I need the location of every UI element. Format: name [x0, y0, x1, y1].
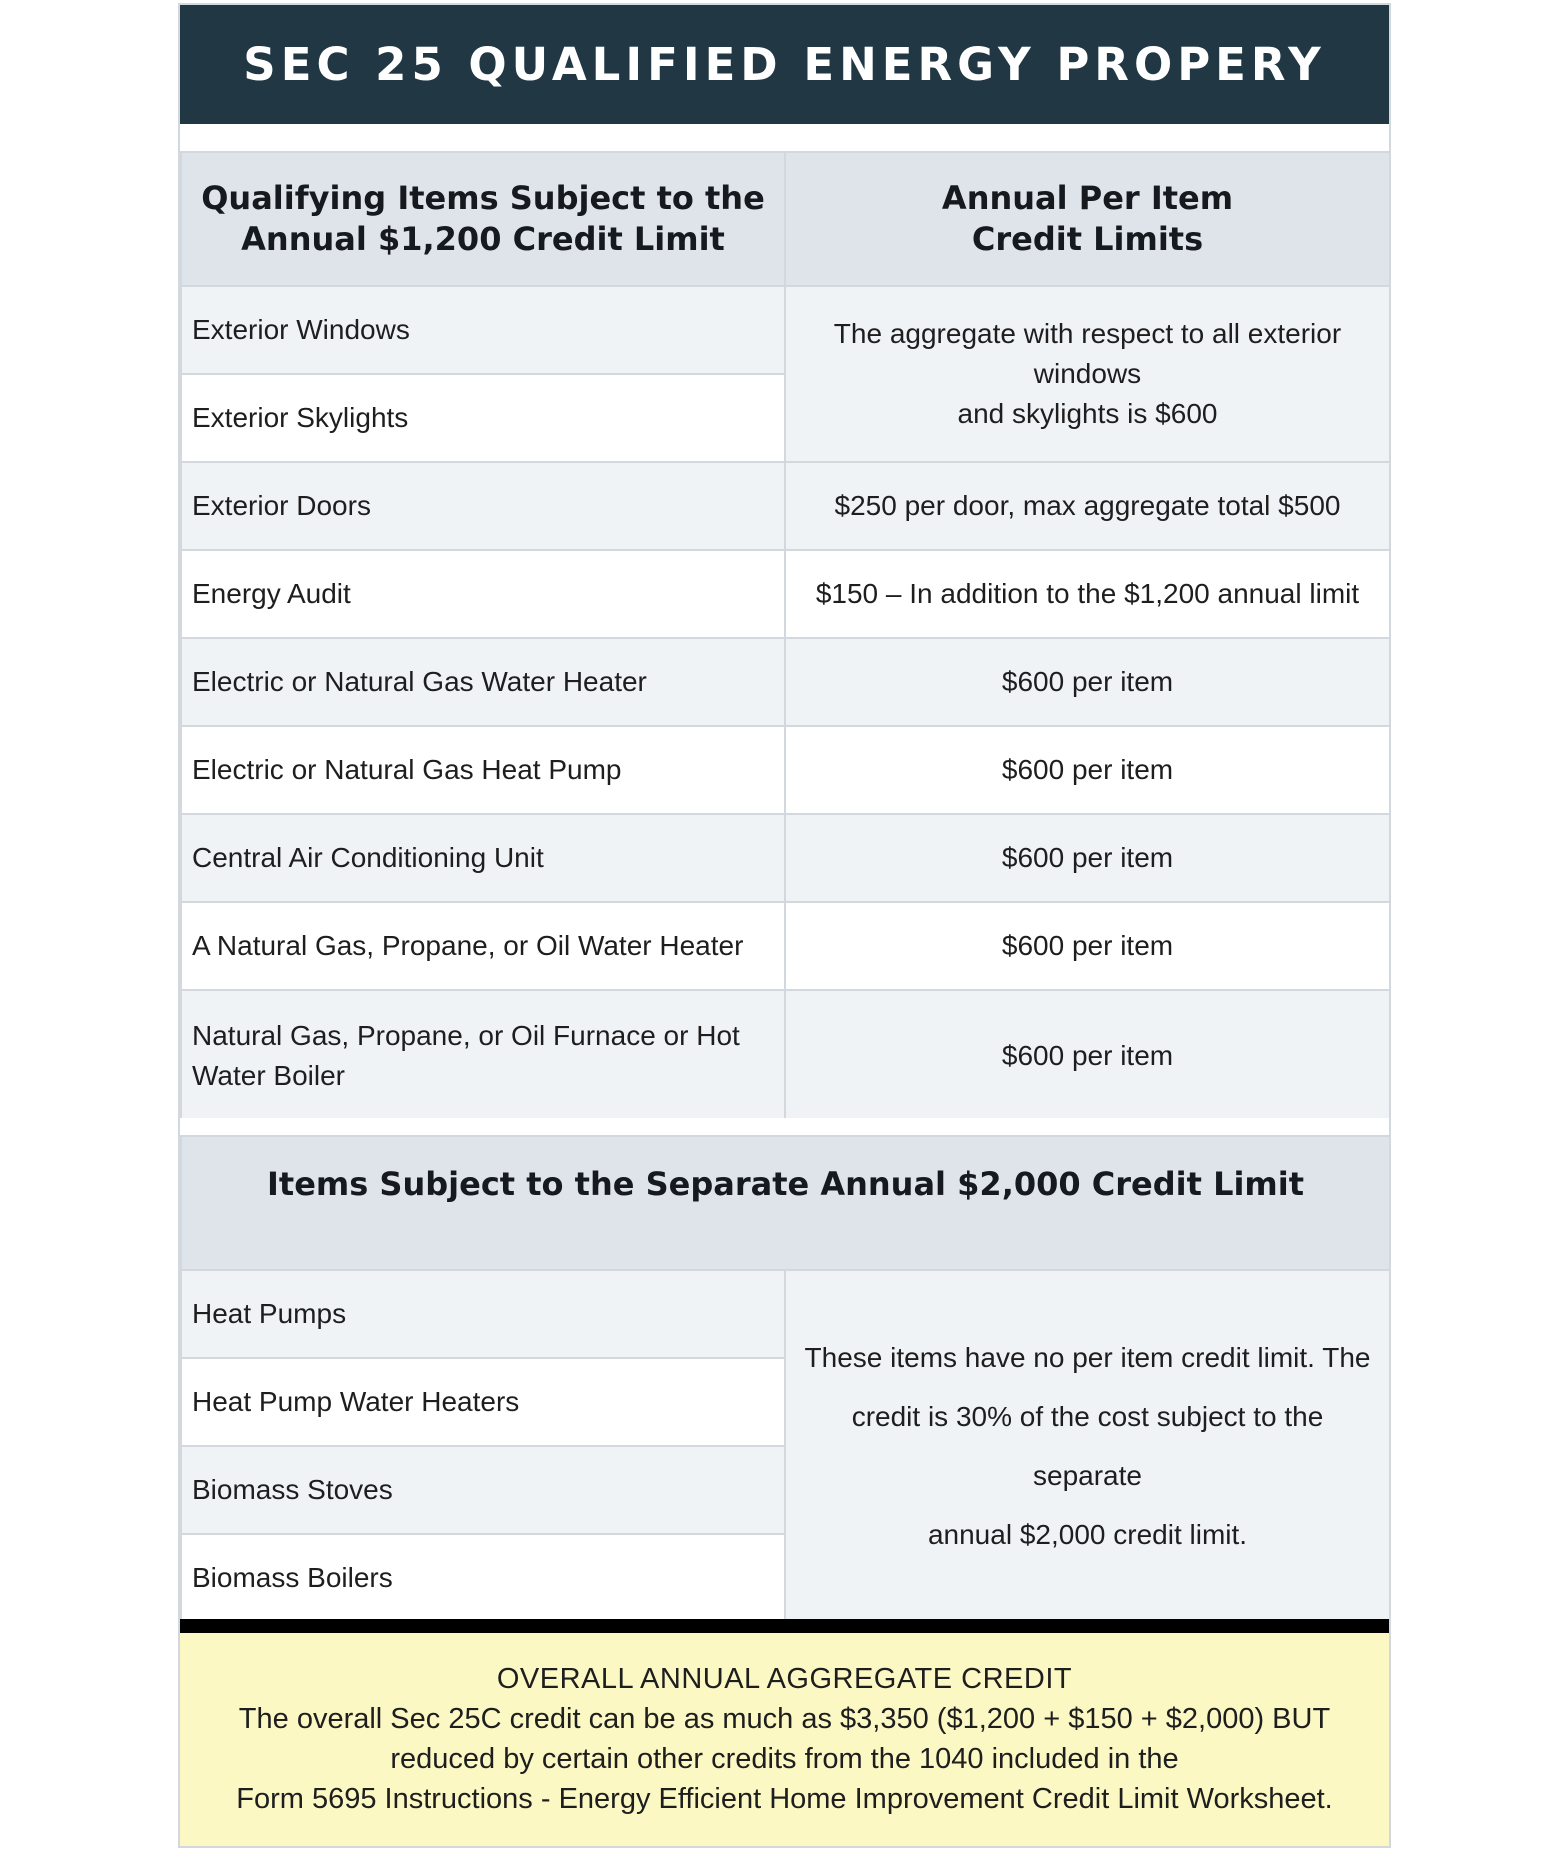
limit-cell: $600 per item [785, 902, 1390, 990]
column-header-limits-line2: Credit Limits [971, 220, 1204, 258]
table-row [181, 814, 1390, 902]
table-1200-limit [180, 151, 1391, 1122]
table-2000-limit [180, 1135, 1391, 1623]
item-cell: Electric or Natural Gas Heat Pump [181, 726, 785, 814]
limit-cell: $600 per item [785, 726, 1390, 814]
table-row [181, 990, 1390, 1121]
footer-line: The overall Sec 25C credit can be as much as $3,350 ($1,200 + $150 + $2,000) BUT [238, 1703, 1331, 1735]
item-cell: Biomass Boilers [181, 1534, 785, 1622]
table-row [181, 286, 1390, 374]
table-row [181, 726, 1390, 814]
item-cell: Energy Audit [181, 550, 785, 638]
table-row [181, 550, 1390, 638]
table-row [181, 638, 1390, 726]
note-line: These items have no per item credit limit. The [804, 1342, 1371, 1373]
item-cell: Biomass Stoves [181, 1446, 785, 1534]
footer-title: OVERALL ANNUAL AGGREGATE CREDIT [496, 1663, 1073, 1695]
note-line: credit is 30% of the cost subject to the separate [851, 1401, 1324, 1491]
page-title: SEC 25 QUALIFIED ENERGY PROPERY [180, 5, 1389, 124]
footer-line: Form 5695 Instructions - Energy Efficient Home Improvement Credit Limit Worksheet. [236, 1783, 1333, 1815]
item-cell: Heat Pump Water Heaters [181, 1358, 785, 1446]
section-header: Items Subject to the Separate Annual $2,000 Credit Limit [181, 1136, 1390, 1270]
limit-cell: $250 per door, max aggregate total $500 [785, 462, 1390, 550]
table-divider [180, 1118, 1389, 1135]
table-row [181, 462, 1390, 550]
table-row [181, 1270, 1390, 1358]
table-header-row [181, 152, 1390, 286]
windows-skylights-limit-cell [785, 286, 1390, 462]
table-header-row [181, 1136, 1390, 1270]
limit-cell: $600 per item [785, 990, 1390, 1121]
item-cell: A Natural Gas, Propane, or Oil Water Heater [181, 902, 785, 990]
item-cell: Electric or Natural Gas Water Heater [181, 638, 785, 726]
limit-line: The aggregate with respect to all exterior windows [833, 318, 1342, 389]
note-line: annual $2,000 credit limit. [927, 1519, 1248, 1550]
item-cell: Exterior Windows [181, 286, 785, 374]
column-header-limits [785, 152, 1390, 286]
limit-cell: $600 per item [785, 814, 1390, 902]
item-cell: Exterior Doors [181, 462, 785, 550]
item-cell: Natural Gas, Propane, or Oil Furnace or Hot Water Boiler [181, 990, 785, 1121]
aggregate-credit-note [180, 1633, 1389, 1846]
footer-line: reduced by certain other credits from the 1040 included in the [390, 1743, 1179, 1775]
item-cell: Central Air Conditioning Unit [181, 814, 785, 902]
limit-cell: $150 – In addition to the $1,200 annual limit [785, 550, 1390, 638]
limit-line: and skylights is $600 [957, 398, 1218, 429]
item-cell: Heat Pumps [181, 1270, 785, 1358]
credit-table-sheet [178, 3, 1391, 1848]
item-cell: Exterior Skylights [181, 374, 785, 462]
table-row [181, 902, 1390, 990]
column-header-limits-line1: Annual Per Item [941, 179, 1234, 217]
separate-limit-note-cell [785, 1270, 1390, 1622]
footer-rule [180, 1619, 1389, 1633]
column-header-items [181, 152, 785, 286]
column-header-items-line1: Qualifying Items Subject to the [201, 179, 765, 217]
column-header-items-line2: Annual $1,200 Credit Limit [241, 220, 725, 258]
limit-cell: $600 per item [785, 638, 1390, 726]
